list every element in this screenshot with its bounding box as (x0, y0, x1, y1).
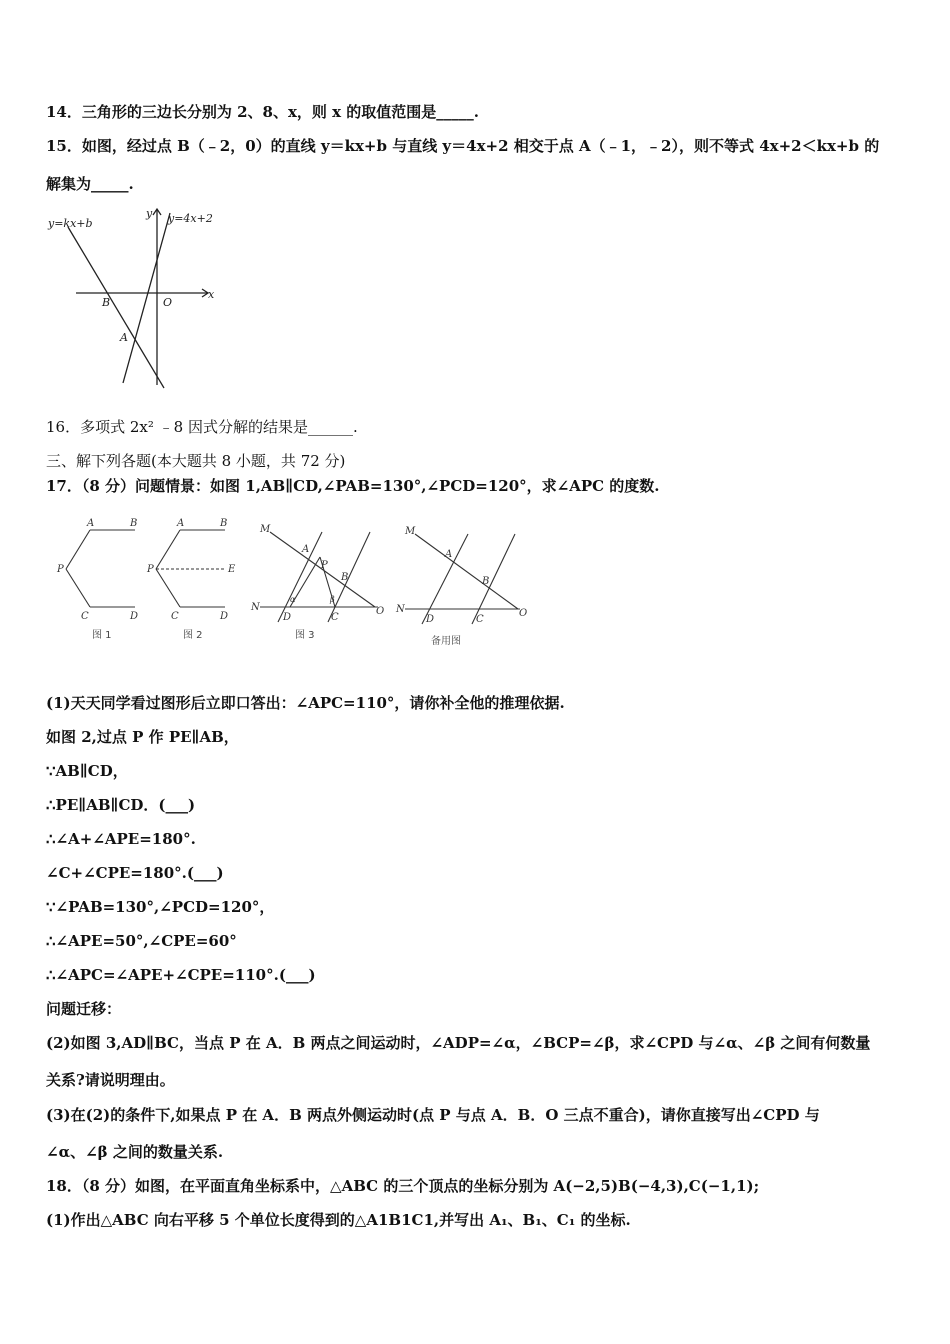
question-17-part2-line2: 关系?请说明理由。 (46, 1071, 175, 1089)
question-17-part2-line1: (2)如图 3,AD∥BC，当点 P 在 A．B 两点之间运动时，∠ADP=∠α，∠BCP=∠β，求∠CPD 与∠α、∠β 之间有何数量 (46, 1034, 871, 1052)
fig4-label-a: A (445, 549, 453, 560)
question-17-part3-line1: (3)在(2)的条件下,如果点 P 在 A．B 两点外侧运动时(点 P 与点 A．B．O 三点不重合)，请你直接写出∠CPD 与 (46, 1106, 820, 1124)
point-b-label: B (102, 296, 111, 309)
question-17-step5: ∠C+∠CPE=180°.(___) (46, 864, 224, 882)
question-16: 16．多项式 2x² ﹣8 因式分解的结果是______. (46, 418, 358, 436)
fig2-label-c: C (171, 611, 179, 622)
fig3-label-b: B (341, 572, 349, 583)
fig2-label-d: D (220, 611, 229, 622)
question-14: 14．三角形的三边长分别为 2、8、x，则 x 的取值范围是_____. (46, 103, 480, 121)
label-kx-b: y=kx+b (48, 217, 93, 230)
figure-q17-diagrams (50, 512, 540, 657)
question-17-step2: ∵AB∥CD， (46, 762, 128, 780)
label-4x-2: y=4x+2 (168, 212, 213, 225)
axis-y-label: y (146, 207, 153, 220)
fig1-label-d: D (130, 611, 139, 622)
fig1-caption: 图 1 (92, 630, 112, 641)
fig3-caption: 图 3 (295, 630, 315, 641)
fig3-label-m: M (260, 524, 271, 535)
fig2-label-p: P (147, 564, 154, 575)
fig3-label-o: O (376, 606, 385, 617)
question-17-step7: ∴∠APE=50°,∠CPE=60° (46, 932, 237, 950)
fig4-caption: 备用图 (431, 636, 461, 647)
figure-q15-graph (40, 205, 230, 395)
fig1-label-p: P (57, 564, 64, 575)
fig2-label-a: A (177, 518, 185, 529)
question-17-part1: (1)天天同学看过图形后立即口答出：∠APC=110°，请你补全他的推理依据. (46, 694, 565, 712)
question-17-step6: ∵∠PAB=130°,∠PCD=120°， (46, 898, 275, 916)
fig4-label-b: B (482, 576, 490, 587)
fig1-label-b: B (130, 518, 138, 529)
line-kx-b (68, 227, 164, 388)
fig3-label-a: A (302, 544, 310, 555)
section-3-heading: 三、解下列各题(本大题共 8 小题，共 72 分) (46, 452, 346, 470)
question-18: 18．（8 分）如图，在平面直角坐标系中，△ABC 的三个顶点的坐标分别为 A(−2,5)B(−4,3),C(−1,1); (46, 1177, 760, 1195)
fig1-label-a: A (87, 518, 95, 529)
question-15-line2: 解集为_____. (46, 175, 134, 193)
question-17-step1: 如图 2,过点 P 作 PE∥AB， (46, 728, 239, 746)
fig3-label-n: N (251, 602, 260, 613)
fig1-label-c: C (81, 611, 89, 622)
point-a-label: A (120, 331, 128, 344)
question-17-step3: ∴PE∥AB∥CD．(___) (46, 796, 196, 814)
question-17-migration-heading: 问题迁移： (46, 1000, 122, 1018)
fig3-label-alpha: α (290, 595, 296, 604)
fig4-label-c: C (476, 614, 484, 625)
fig4-label-d: D (426, 614, 435, 625)
fig3-label-d: D (283, 612, 292, 623)
fig3-label-p: P (321, 560, 328, 571)
fig3-label-beta: β (330, 595, 335, 604)
question-17-step8: ∴∠APC=∠APE+∠CPE=110°.(___) (46, 966, 316, 984)
fig4-label-n: N (396, 604, 405, 615)
fig2-label-b: B (220, 518, 228, 529)
fig2-label-e: E (228, 564, 236, 575)
fig4-label-o: O (519, 608, 528, 619)
fig2-caption: 图 2 (183, 630, 203, 641)
axis-x-label: x (208, 288, 215, 301)
fig4-label-m: M (405, 526, 416, 537)
point-o-label: O (163, 296, 173, 309)
fig3-label-c: C (331, 612, 339, 623)
question-17-step4: ∴∠A+∠APE=180°. (46, 830, 196, 848)
question-17: 17．（8 分）问题情景：如图 1,AB∥CD,∠PAB=130°,∠PCD=120°，求∠APC 的度数. (46, 477, 660, 495)
question-18-part1: (1)作出△ABC 向右平移 5 个单位长度得到的△A1B1C1,并写出 A₁、B₁、C₁ 的坐标. (46, 1211, 631, 1229)
question-15-line1: 15．如图，经过点 B（﹣2，0）的直线 y＝kx+b 与直线 y＝4x+2 相交于点 A（﹣1，﹣2），则不等式 4x+2＜kx+b 的 (46, 137, 880, 155)
question-17-part3-line2: ∠α、∠β 之间的数量关系. (46, 1143, 224, 1161)
